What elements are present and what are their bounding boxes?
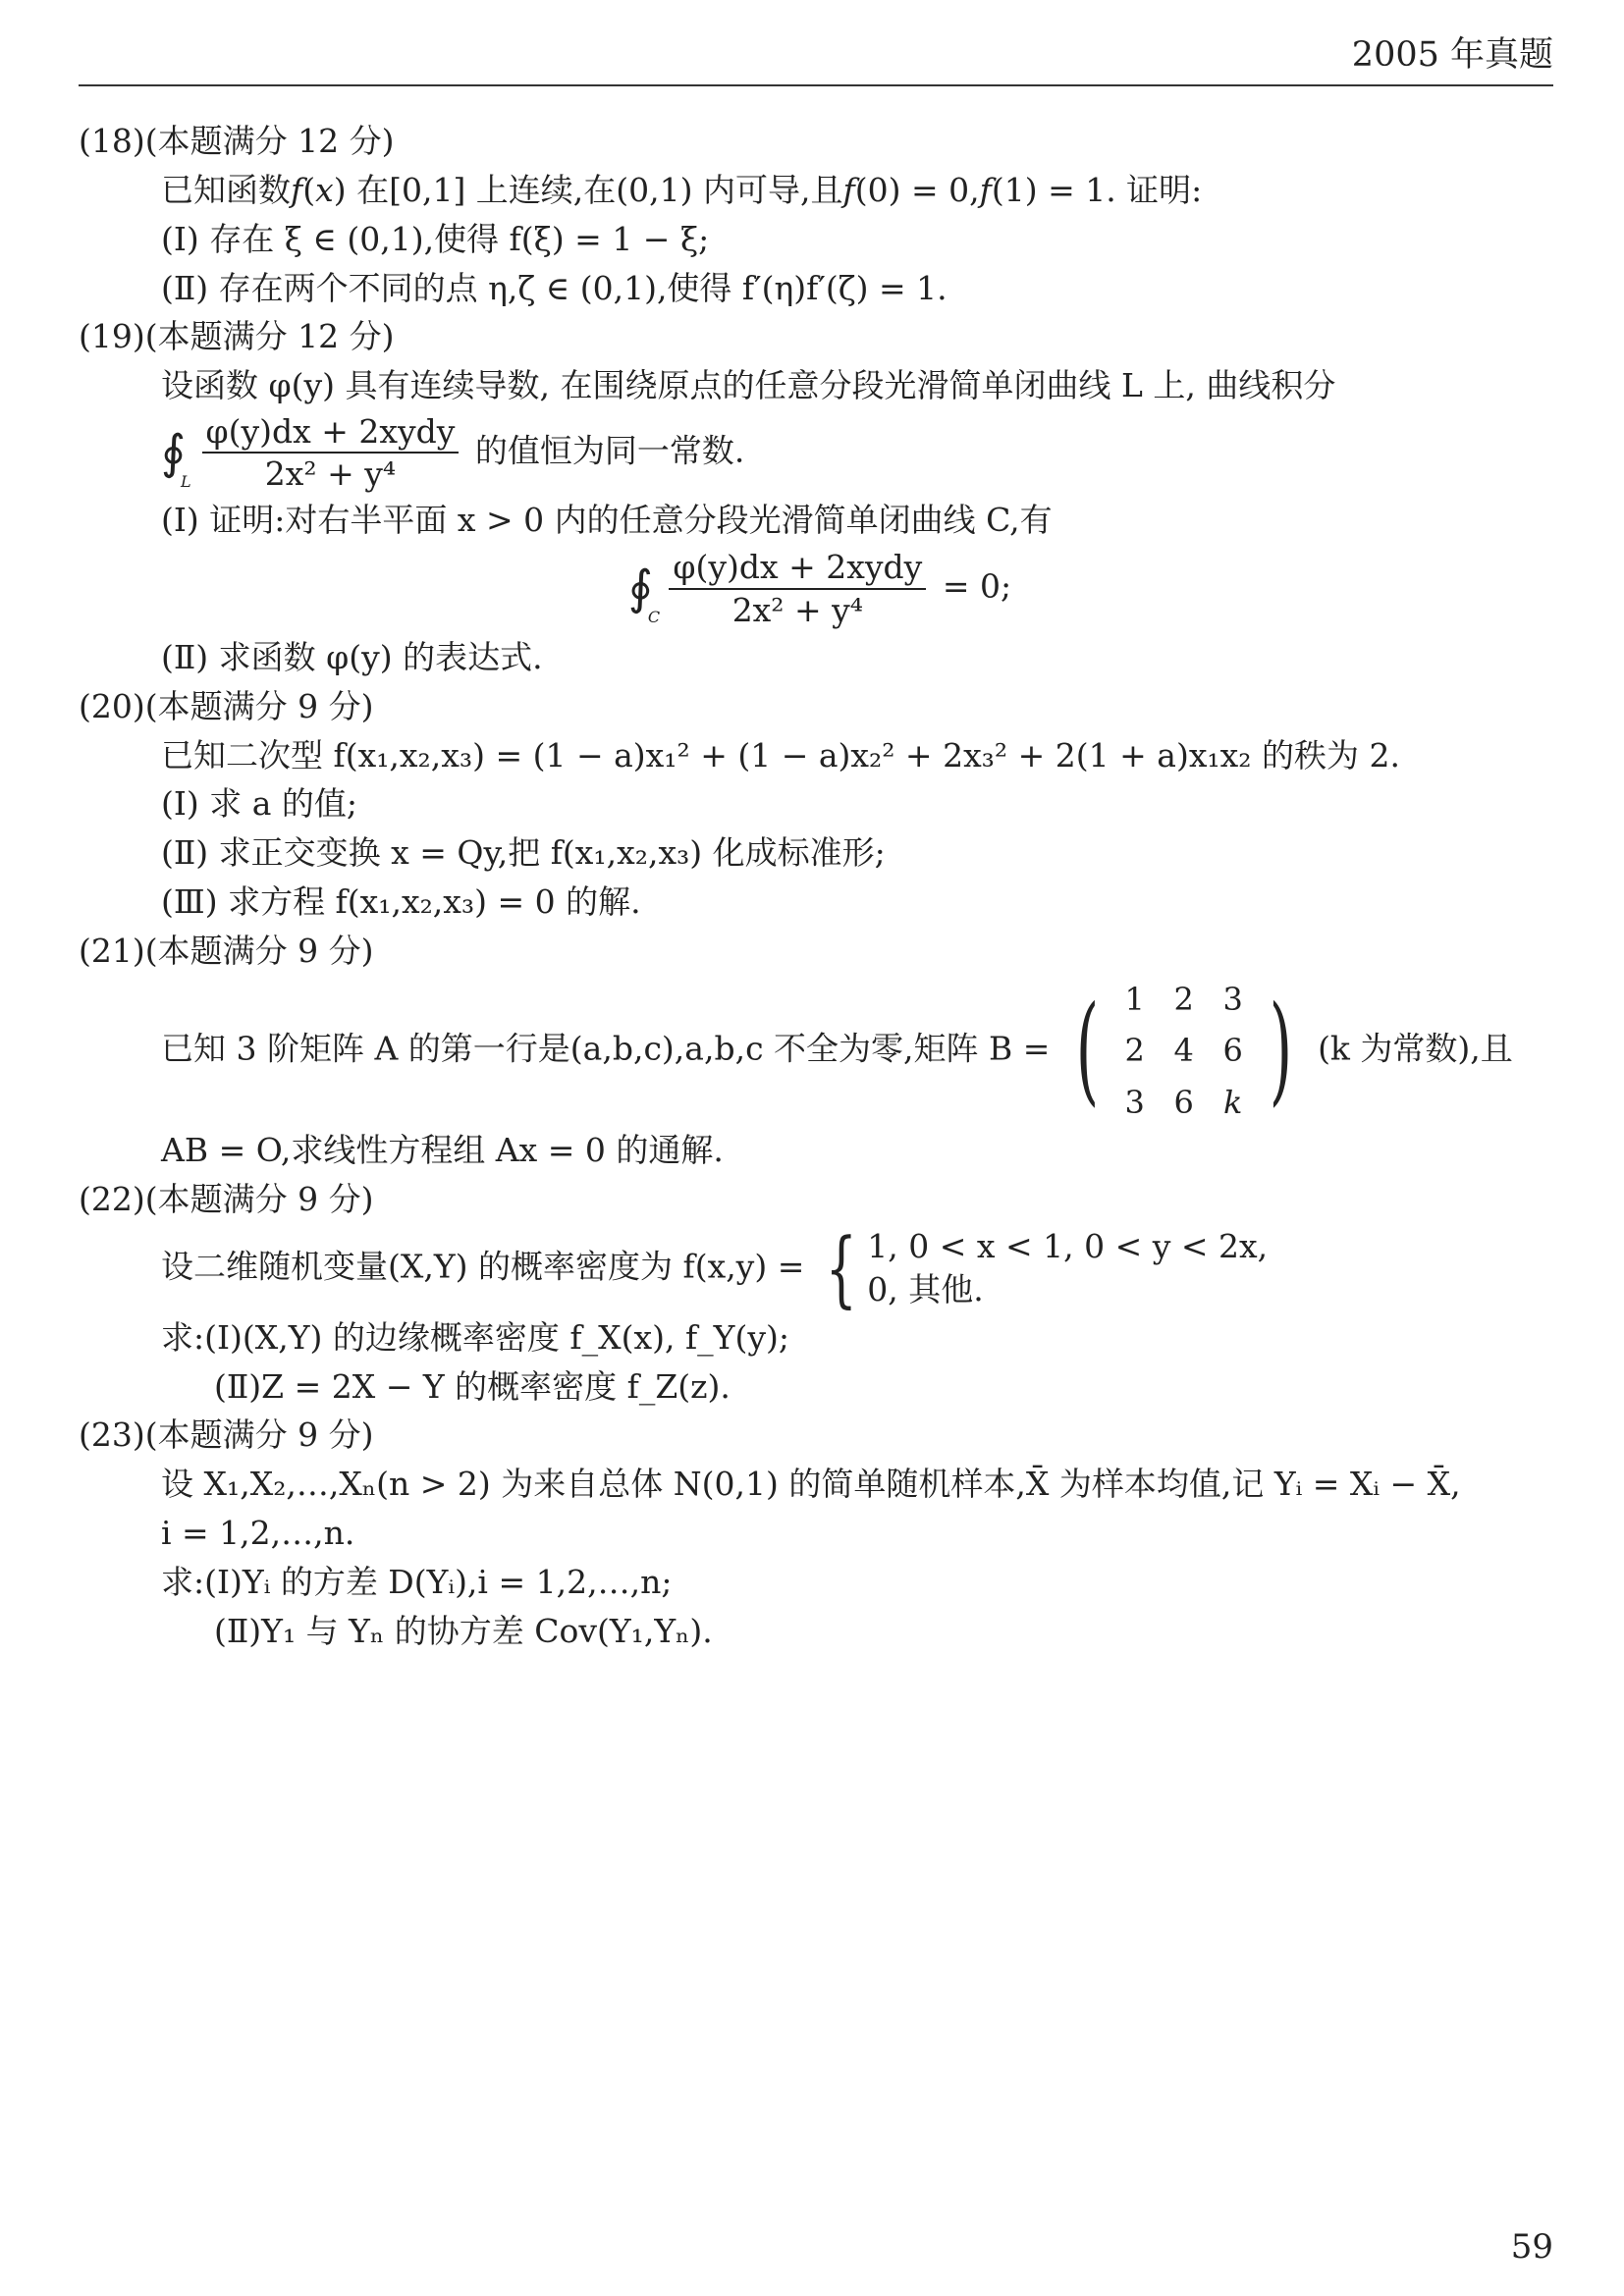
- question-19: [79, 313, 1561, 680]
- q20-part-1: (Ⅰ) 求 a 的值;: [161, 784, 358, 824]
- q20-heading: (20)(本题满分 9 分): [79, 686, 374, 725]
- q19-equation: ∮ C $\frac{\text{φ(y)dx + 2xydy}}{\text{2x² + y⁴}}$ = 0;: [627, 548, 1012, 629]
- q22-statement: 设二维随机变量(X,Y) 的概率密度为 f(x,y) = { 1, 0 < x < 1, 0 < y < 2x, 0, 其他.: [161, 1220, 1269, 1317]
- matrix-entry: k: [1223, 1083, 1243, 1121]
- q21-continuation: AB = O,求线性方程组 Ax = 0 的通解.: [161, 1130, 724, 1169]
- piecewise-density: { 1, 0 < x < 1, 0 < y < 2x, 0, 其他.: [825, 1220, 1269, 1317]
- matrix-b: ( 1 2 3 2 4 6 3 6 k ): [1064, 977, 1304, 1125]
- integrand-fraction: $\frac{\text{φ(y)dx + 2xydy}}{\text{2x² + y⁴}}$: [669, 547, 926, 630]
- q23-continuation: i = 1,2,…,n.: [161, 1514, 355, 1553]
- page-number: 59: [1510, 2227, 1553, 2267]
- q18-part-2: (Ⅱ) 存在两个不同的点 η,ζ ∈ (0,1),使得 f′(η)f′(ζ) = 1.: [161, 268, 947, 307]
- contour-integral-symbol: ∮ L: [161, 424, 191, 491]
- question-21: [79, 928, 1561, 1174]
- q18-part-1: (Ⅰ) 存在 ξ ∈ (0,1),使得 f(ξ) = 1 − ξ;: [161, 219, 710, 258]
- q20-part-2: (Ⅱ) 求正交变换 x = Qy,把 f(x₁,x₂,x₃) 化成标准形;: [161, 833, 886, 873]
- q22-part-1: 求:(Ⅰ)(X,Y) 的边缘概率密度 f_X(x), f_Y(y);: [161, 1317, 789, 1357]
- matrix-entry: 2: [1124, 1032, 1145, 1070]
- question-23: [79, 1412, 1561, 1654]
- q19-part-1: (Ⅰ) 证明:对右半平面 x > 0 内的任意分段光滑简单闭曲线 C,有: [161, 500, 1053, 539]
- case-2: 0, 其他.: [867, 1270, 984, 1309]
- q21-statement: 已知 3 阶矩阵 A 的第一行是(a,b,c),a,b,c 不全为零,矩阵 B = ( 1 2 3 2 4 6 3 6 k ) (k 为常数),且: [79, 977, 1561, 1125]
- header-title: 2005 年真题: [1351, 35, 1553, 75]
- q23-heading: (23)(本题满分 9 分): [79, 1415, 374, 1455]
- q22-part-2: (Ⅱ)Z = 2X − Y 的概率密度 f_Z(z).: [214, 1366, 731, 1406]
- q19-integral-line: ∮ L $\frac{\text{φ(y)dx + 2xydy}}{\text{2x² + y⁴}}$ 的值恒为同一常数.: [161, 412, 745, 494]
- q22-heading: (22)(本题满分 9 分): [79, 1179, 374, 1218]
- matrix-entry: 6: [1173, 1083, 1194, 1121]
- page-header: [79, 27, 1553, 86]
- matrix-entry: 2: [1173, 980, 1194, 1018]
- q23-part-2: (Ⅱ)Y₁ 与 Yₙ 的协方差 Cov(Y₁,Yₙ).: [214, 1611, 713, 1650]
- matrix-b-entries: [1110, 977, 1258, 1125]
- page-content: [79, 118, 1561, 1657]
- case-1: 1, 0 < x < 1, 0 < y < 2x,: [867, 1226, 1269, 1265]
- matrix-entry: 6: [1222, 1032, 1243, 1070]
- q19-statement: 设函数 φ(y) 具有连续导数, 在围绕原点的任意分段光滑简单闭曲线 L 上, 曲线积分: [161, 366, 1336, 405]
- matrix-entry: 1: [1124, 980, 1145, 1018]
- matrix-entry: 4: [1173, 1032, 1194, 1070]
- contour-integral-symbol: ∮ C: [627, 560, 661, 627]
- q18-heading: (18)(本题满分 12 分): [79, 122, 395, 160]
- q20-part-3: (Ⅲ) 求方程 f(x₁,x₂,x₃) = 0 的解.: [161, 882, 641, 922]
- q18-statement: 已知函数f(x) 在[0,1] 上连续,在(0,1) 内可导,且f(0) = 0,f(1) = 1. 证明:: [161, 170, 1203, 209]
- q19-part-2: (Ⅱ) 求函数 φ(y) 的表达式.: [161, 637, 543, 676]
- question-18: [79, 118, 1561, 311]
- question-20: [79, 683, 1561, 926]
- q20-statement: 已知二次型 f(x₁,x₂,x₃) = (1 − a)x₁² + (1 − a)x₂² + 2x₃² + 2(1 + a)x₁x₂ 的秩为 2.: [161, 735, 1400, 774]
- matrix-entry: 3: [1222, 980, 1243, 1018]
- q23-part-1: 求:(Ⅰ)Yᵢ 的方差 D(Yᵢ),i = 1,2,…,n;: [161, 1562, 673, 1601]
- integrand-fraction: $\frac{\text{φ(y)dx + 2xydy}}{\text{2x² + y⁴}}$: [202, 411, 460, 495]
- question-22: [79, 1176, 1561, 1411]
- matrix-entry: 3: [1124, 1083, 1145, 1121]
- q19-heading: (19)(本题满分 12 分): [79, 317, 395, 356]
- q23-statement: 设 X₁,X₂,…,Xₙ(n > 2) 为来自总体 N(0,1) 的简单随机样本,X̄ 为样本均值,记 Yᵢ = Xᵢ − X̄,: [161, 1465, 1461, 1504]
- q21-heading: (21)(本题满分 9 分): [79, 931, 374, 970]
